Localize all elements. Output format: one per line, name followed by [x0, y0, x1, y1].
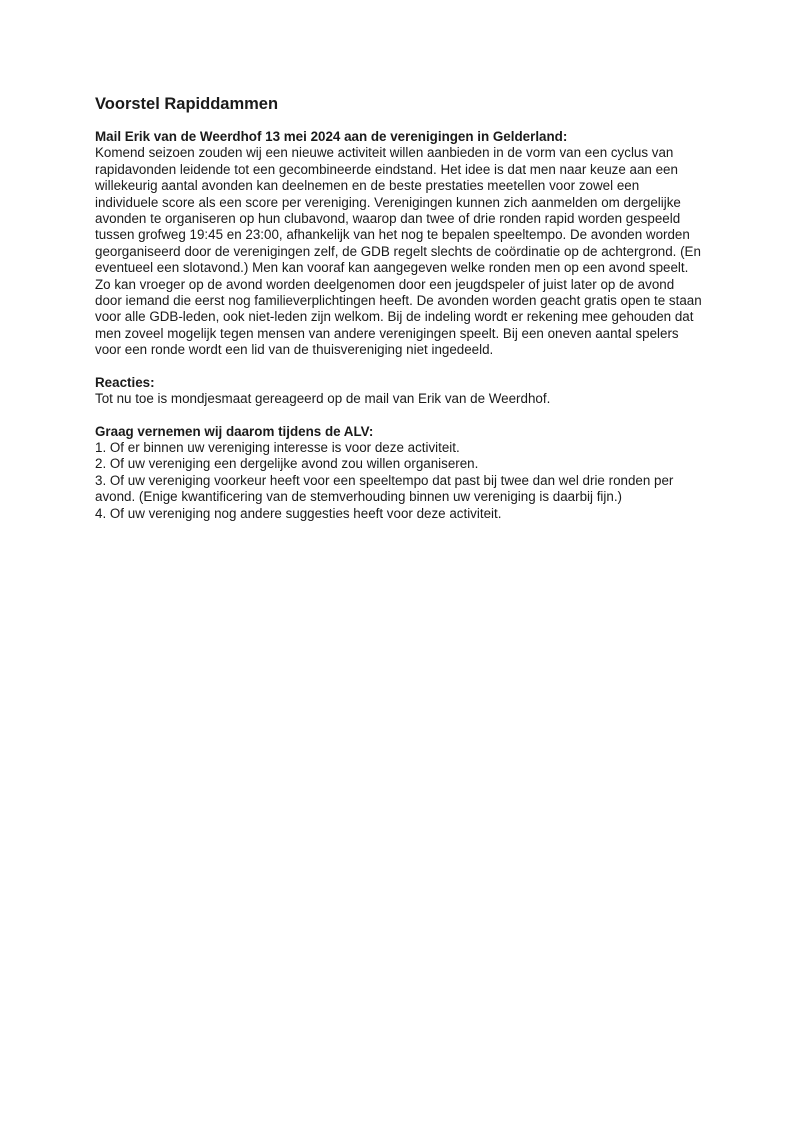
document-page — [95, 94, 715, 522]
alv-list-item: 2. Of uw vereniging een dergelijke avond zou willen organiseren. — [95, 456, 479, 472]
mail-line: Komend seizoen zouden wij een nieuwe activiteit willen aanbieden in de vorm van een cyclus van — [95, 145, 674, 161]
mail-section — [95, 129, 715, 359]
reactions-body — [95, 391, 715, 407]
document-title: Voorstel Rapiddammen — [95, 95, 279, 113]
alv-body — [95, 440, 715, 522]
alv-section — [95, 424, 715, 522]
mail-line: georganiseerd door de verenigingen zelf, de GDB regelt slechts de coördinatie op de achtergrond. (En — [95, 243, 701, 259]
reactions-line: Tot nu toe is mondjesmaat gereageerd op de mail van Erik van de Weerdhof. — [95, 391, 551, 407]
mail-line: men zoveel mogelijk tegen mensen van andere verenigingen speelt. Bij een oneven aantal spelers — [95, 325, 679, 341]
mail-line: willekeurig aantal avonden kan deelnemen en de beste prestaties meetellen voor zowel een — [95, 178, 640, 194]
alv-list-item: 1. Of er binnen uw vereniging interesse is voor deze activiteit. — [95, 439, 460, 455]
alv-list-item-continuation: avond. (Enige kwantificering van de stemverhouding binnen uw vereniging is daarbij fijn.) — [95, 489, 623, 505]
mail-line: eventueel een slotavond.) Men kan vooraf kan aangegeven welke ronden men op een avond speelt. — [95, 260, 689, 276]
alv-list-item: 3. Of uw vereniging voorkeur heeft voor een speeltempo dat past bij twee dan wel drie ronden per — [95, 472, 674, 488]
mail-line: individuele score als een score per vereniging. Verenigingen kunnen zich aanmelden om dergelijke — [95, 194, 681, 210]
alv-list-item: 4. Of uw vereniging nog andere suggesties heeft voor deze activiteit. — [95, 505, 502, 521]
mail-line: tussen grofweg 19:45 en 23:00, afhankelijk van het nog te bepalen speeltempo. De avonden worden — [95, 227, 690, 243]
alv-heading: Graag vernemen wij daarom tijdens de ALV: — [95, 423, 374, 439]
reactions-section — [95, 375, 715, 408]
mail-line: door iemand die eerst nog familieverplichtingen heeft. De avonden worden geacht gratis open te staan — [95, 293, 702, 309]
mail-section-heading: Mail Erik van de Weerdhof 13 mei 2024 aan de verenigingen in Gelderland: — [95, 129, 568, 144]
mail-line: avonden te organiseren op hun clubavond, waarop dan twee of drie ronden rapid worden gespeeld — [95, 211, 681, 227]
mail-line: voor een ronde wordt een lid van de thuisvereniging niet ingedeeld. — [95, 342, 494, 358]
reactions-heading: Reacties: — [95, 374, 155, 390]
mail-line: rapidavonden leidende tot een gecombineerde eindstand. Het idee is dat men naar keuze aan een — [95, 161, 678, 177]
mail-line: Zo kan vroeger op de avond worden deelgenomen door een jeugdspeler of juist later op de avond — [95, 276, 675, 292]
mail-section-body — [95, 145, 715, 358]
mail-line: voor alle GDB-leden, ook niet-leden zijn welkom. Bij de indeling wordt er rekening mee gehouden dat — [95, 309, 694, 325]
